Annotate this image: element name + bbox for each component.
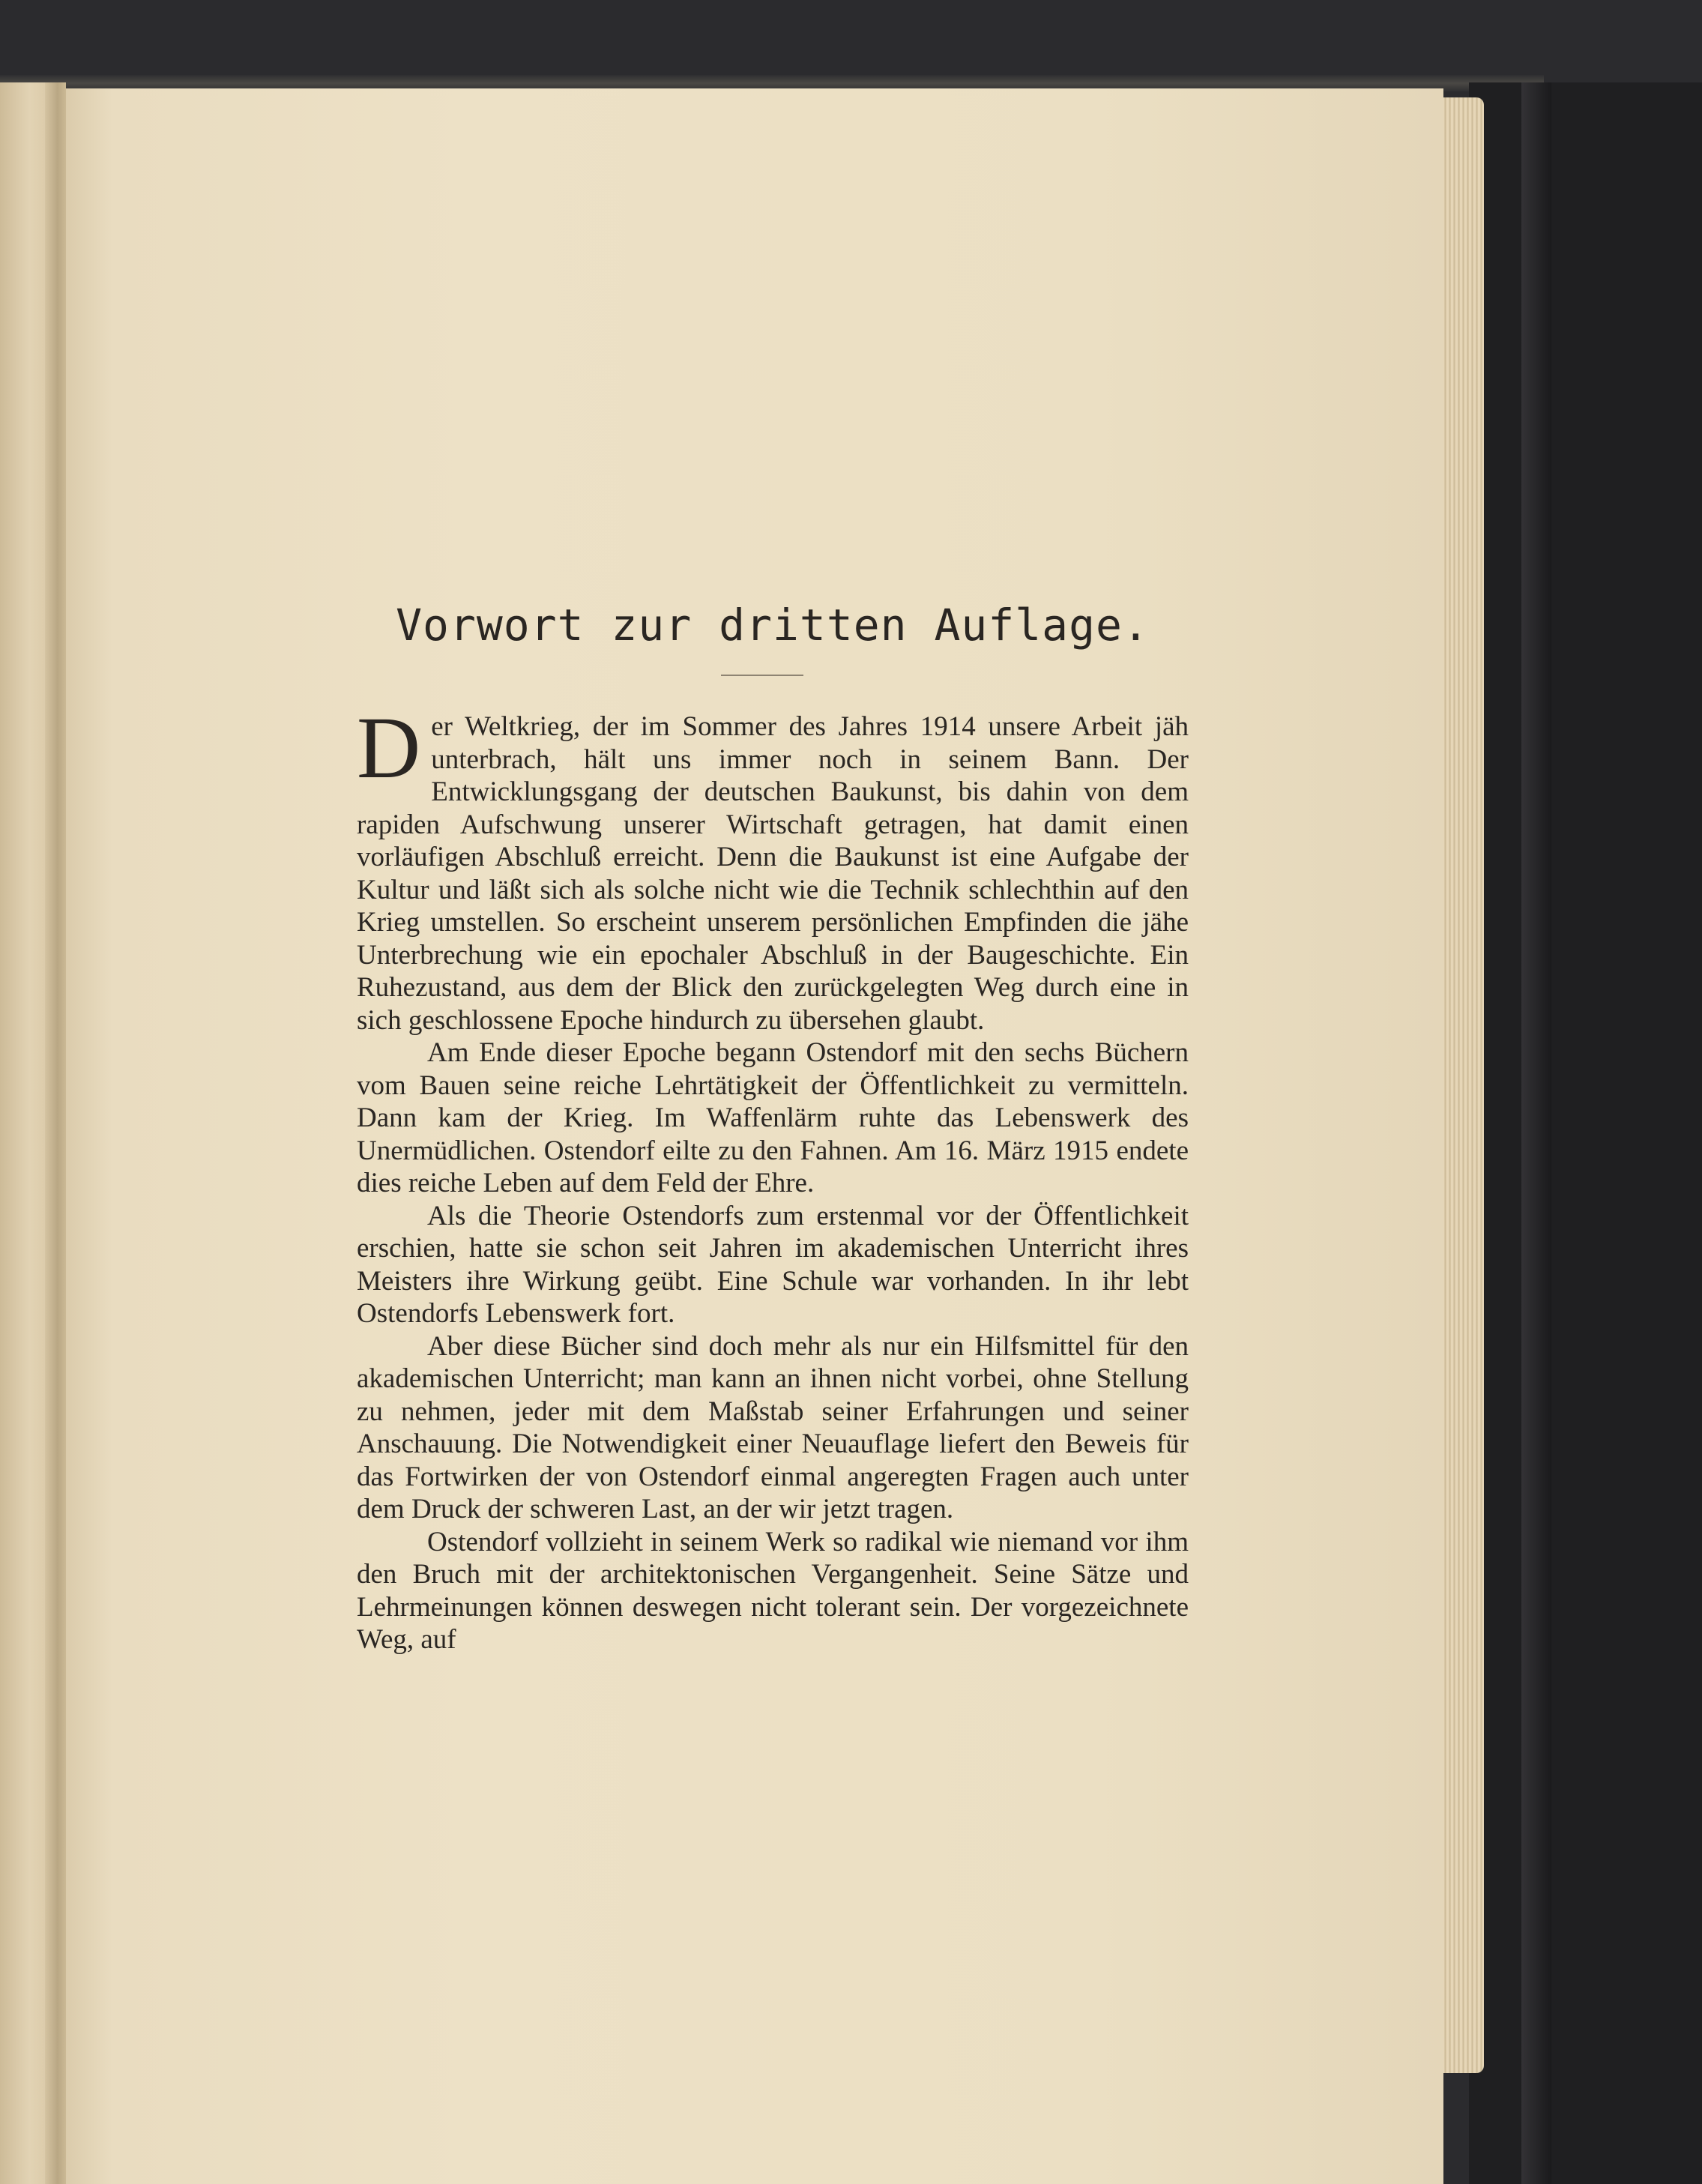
paragraph-1-text: er Weltkrieg, der im Sommer des Jahres 1914 unsere Arbeit jäh unterbrach, hält uns immer noch in seinem Bann. Der Entwicklungsgang der deutschen Baukunst, bis dahin von dem rapiden Aufschwung unserer Wirtschaft getragen, hat damit einen vorläufigen Abschluß erreicht. Denn die Baukunst ist eine Aufgabe der Kultur und läßt sich als solche nicht wie die Technik schlechthin auf den Krieg umstellen. So erscheint unserem persönlichen Empfinden die jähe Unterbrechung wie ein epochaler Abschluß in der Baugeschichte. Ein Ruhezustand, aus dem der Blick den zurückgelegten Weg durch eine in sich geschlossene Epoche hindurch zu übersehen glaubt.: [357, 711, 1189, 1036]
paragraph-5: Ostendorf vollzieht in seinem Werk so radikal wie niemand vor ihm den Bruch mit der architektonischen Vergangenheit. Seine Sätze und Lehrmeinungen können deswegen nicht tolerant sein. Der vorgezeichnete Weg, auf: [357, 1526, 1189, 1655]
paragraph-2: Am Ende dieser Epoche begann Ostendorf mit den sechs Büchern vom Bauen seine reiche Lehrtätigkeit der Öffentlichkeit zu vermitteln. Dann kam der Krieg. Im Waffenlärm ruhte das Lebenswerk des Unermüdlichen. Ostendorf eilte zu den Fahnen. Am 16. März 1915 endete dies reiche Leben auf dem Feld der Ehre.: [357, 1037, 1189, 1198]
paragraph-3: Als die Theorie Ostendorfs zum erstenmal vor der Öffentlichkeit erschien, hatte sie schon seit Jahren im akademischen Unterricht ihres Meisters ihre Wirkung geübt. Eine Schule war vorhanden. In ihr lebt Ostendorfs Lebenswerk fort.: [357, 1200, 1189, 1329]
page-block-edges: [1437, 97, 1484, 2073]
book-cover-edge: [1521, 82, 1551, 2184]
paragraph-4: Aber diese Bücher sind doch mehr als nur ein Hilfsmittel für den akademischen Unterricht; man kann an ihnen nicht vorbei, ohne Stellung zu nehmen, jeder mit dem Maßstab seiner Erfahrungen und seiner Anschauung. Die Notwendigkeit einer Neuauflage liefert den Beweis für das Fortwirken der von Ostendorf einmal angeregten Fragen auch unter dem Druck der schweren Last, an der wir jetzt tragen.: [357, 1330, 1189, 1524]
book-page: [57, 88, 1443, 2184]
title-divider: [721, 675, 803, 676]
paragraph-1: [357, 699, 1189, 1037]
page-gutter: [45, 82, 66, 2184]
body-text: [357, 699, 1189, 1656]
page-title: Vorwort zur dritten Auflage.: [396, 600, 1150, 651]
page-content: [357, 88, 1189, 2184]
drop-cap: D: [357, 699, 421, 797]
book-cover: [1469, 82, 1702, 2184]
